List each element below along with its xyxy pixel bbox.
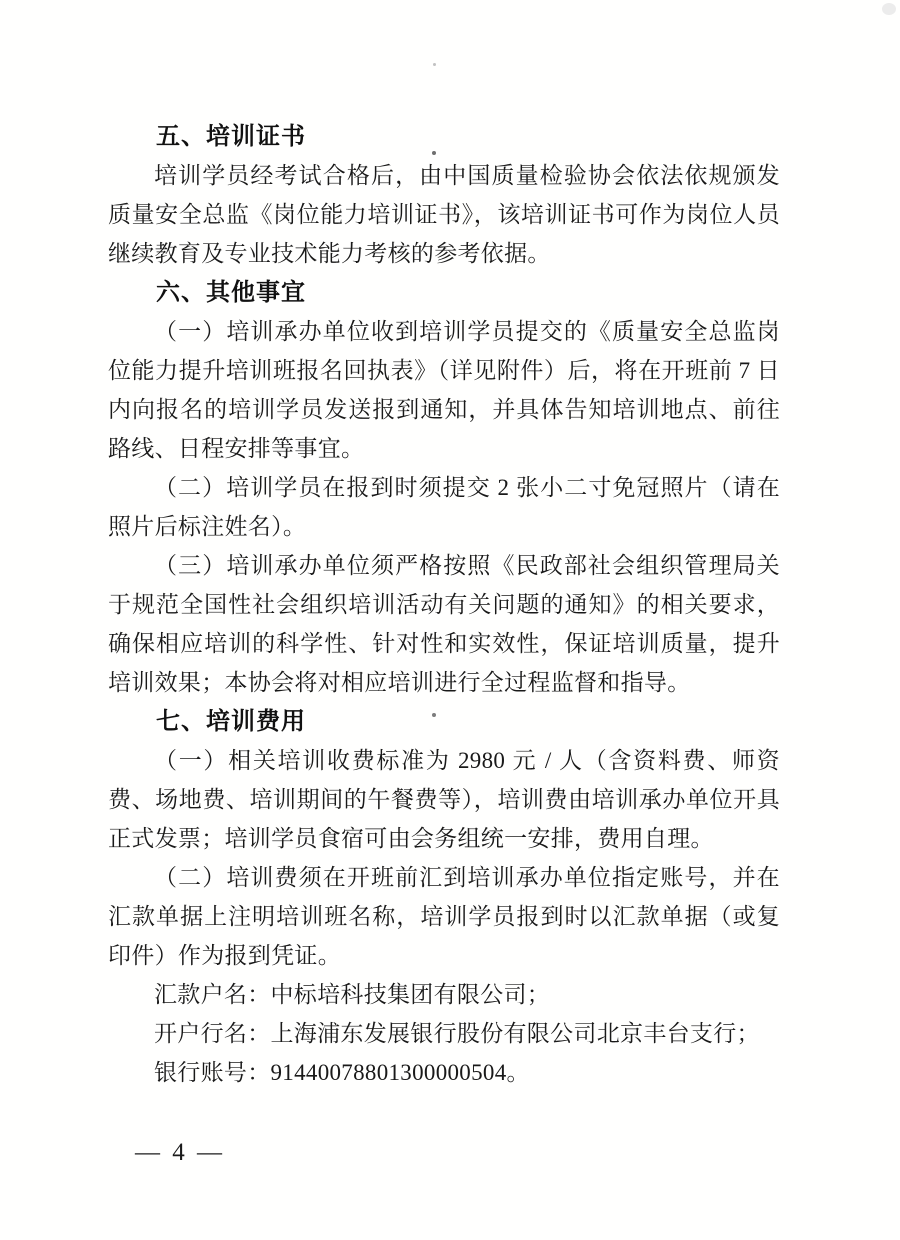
paragraph-other-matters-1: （一）培训承办单位收到培训学员提交的《质量安全总监岗位能力提升培训班报名回执表》（详见附件）后，将在开班前 7 日内向报名的培训学员发送报到通知，并具体告知培训地点、前往路线、日程安排等事宜。 bbox=[108, 319, 780, 461]
remittance-account-number: 银行账号：91440078801300000504。 bbox=[154, 1060, 530, 1085]
section-heading-training-certificate: 五、培训证书 bbox=[156, 123, 306, 150]
section-heading-other-matters: 六、其他事宜 bbox=[156, 279, 306, 306]
scan-speck bbox=[433, 63, 436, 66]
section-heading-training-fees: 七、培训费用 bbox=[156, 708, 306, 735]
paragraph-fees-2: （二）培训费须在开班前汇到培训承办单位指定账号，并在汇款单据上注明培训班名称，培训学员报到时以汇款单据（或复印件）作为报到凭证。 bbox=[108, 865, 780, 968]
remittance-account-name: 汇款户名：中标培科技集团有限公司； bbox=[154, 982, 551, 1007]
paragraph-other-matters-3: （三）培训承办单位须严格按照《民政部社会组织管理局关于规范全国性社会组织培训活动有关问题的通知》的相关要求，确保相应培训的科学性、针对性和实效性，保证培训质量，提升培训效果；本协会将对相应培训进行全过程监督和指导。 bbox=[108, 553, 780, 695]
paragraph-certificate-issuance: 培训学员经考试合格后，由中国质量检验协会依法依规颁发质量安全总监《岗位能力培训证书》，该培训证书可作为岗位人员继续教育及专业技术能力考核的参考依据。 bbox=[108, 163, 780, 266]
remittance-bank-name: 开户行名：上海浦东发展银行股份有限公司北京丰台支行； bbox=[154, 1021, 760, 1046]
page-number: — 4 — bbox=[135, 1139, 225, 1166]
paragraph-fees-1: （一）相关培训收费标准为 2980 元 / 人（含资料费、师资费、场地费、培训期间的午餐费等），培训费由培训承办单位开具正式发票；培训学员食宿可由会务组统一安排，费用自理。 bbox=[108, 748, 780, 851]
paragraph-other-matters-2: （二）培训学员在报到时须提交 2 张小二寸免冠照片（请在照片后标注姓名）。 bbox=[108, 475, 780, 539]
scan-smudge bbox=[882, 3, 896, 15]
document-body bbox=[108, 117, 780, 1092]
